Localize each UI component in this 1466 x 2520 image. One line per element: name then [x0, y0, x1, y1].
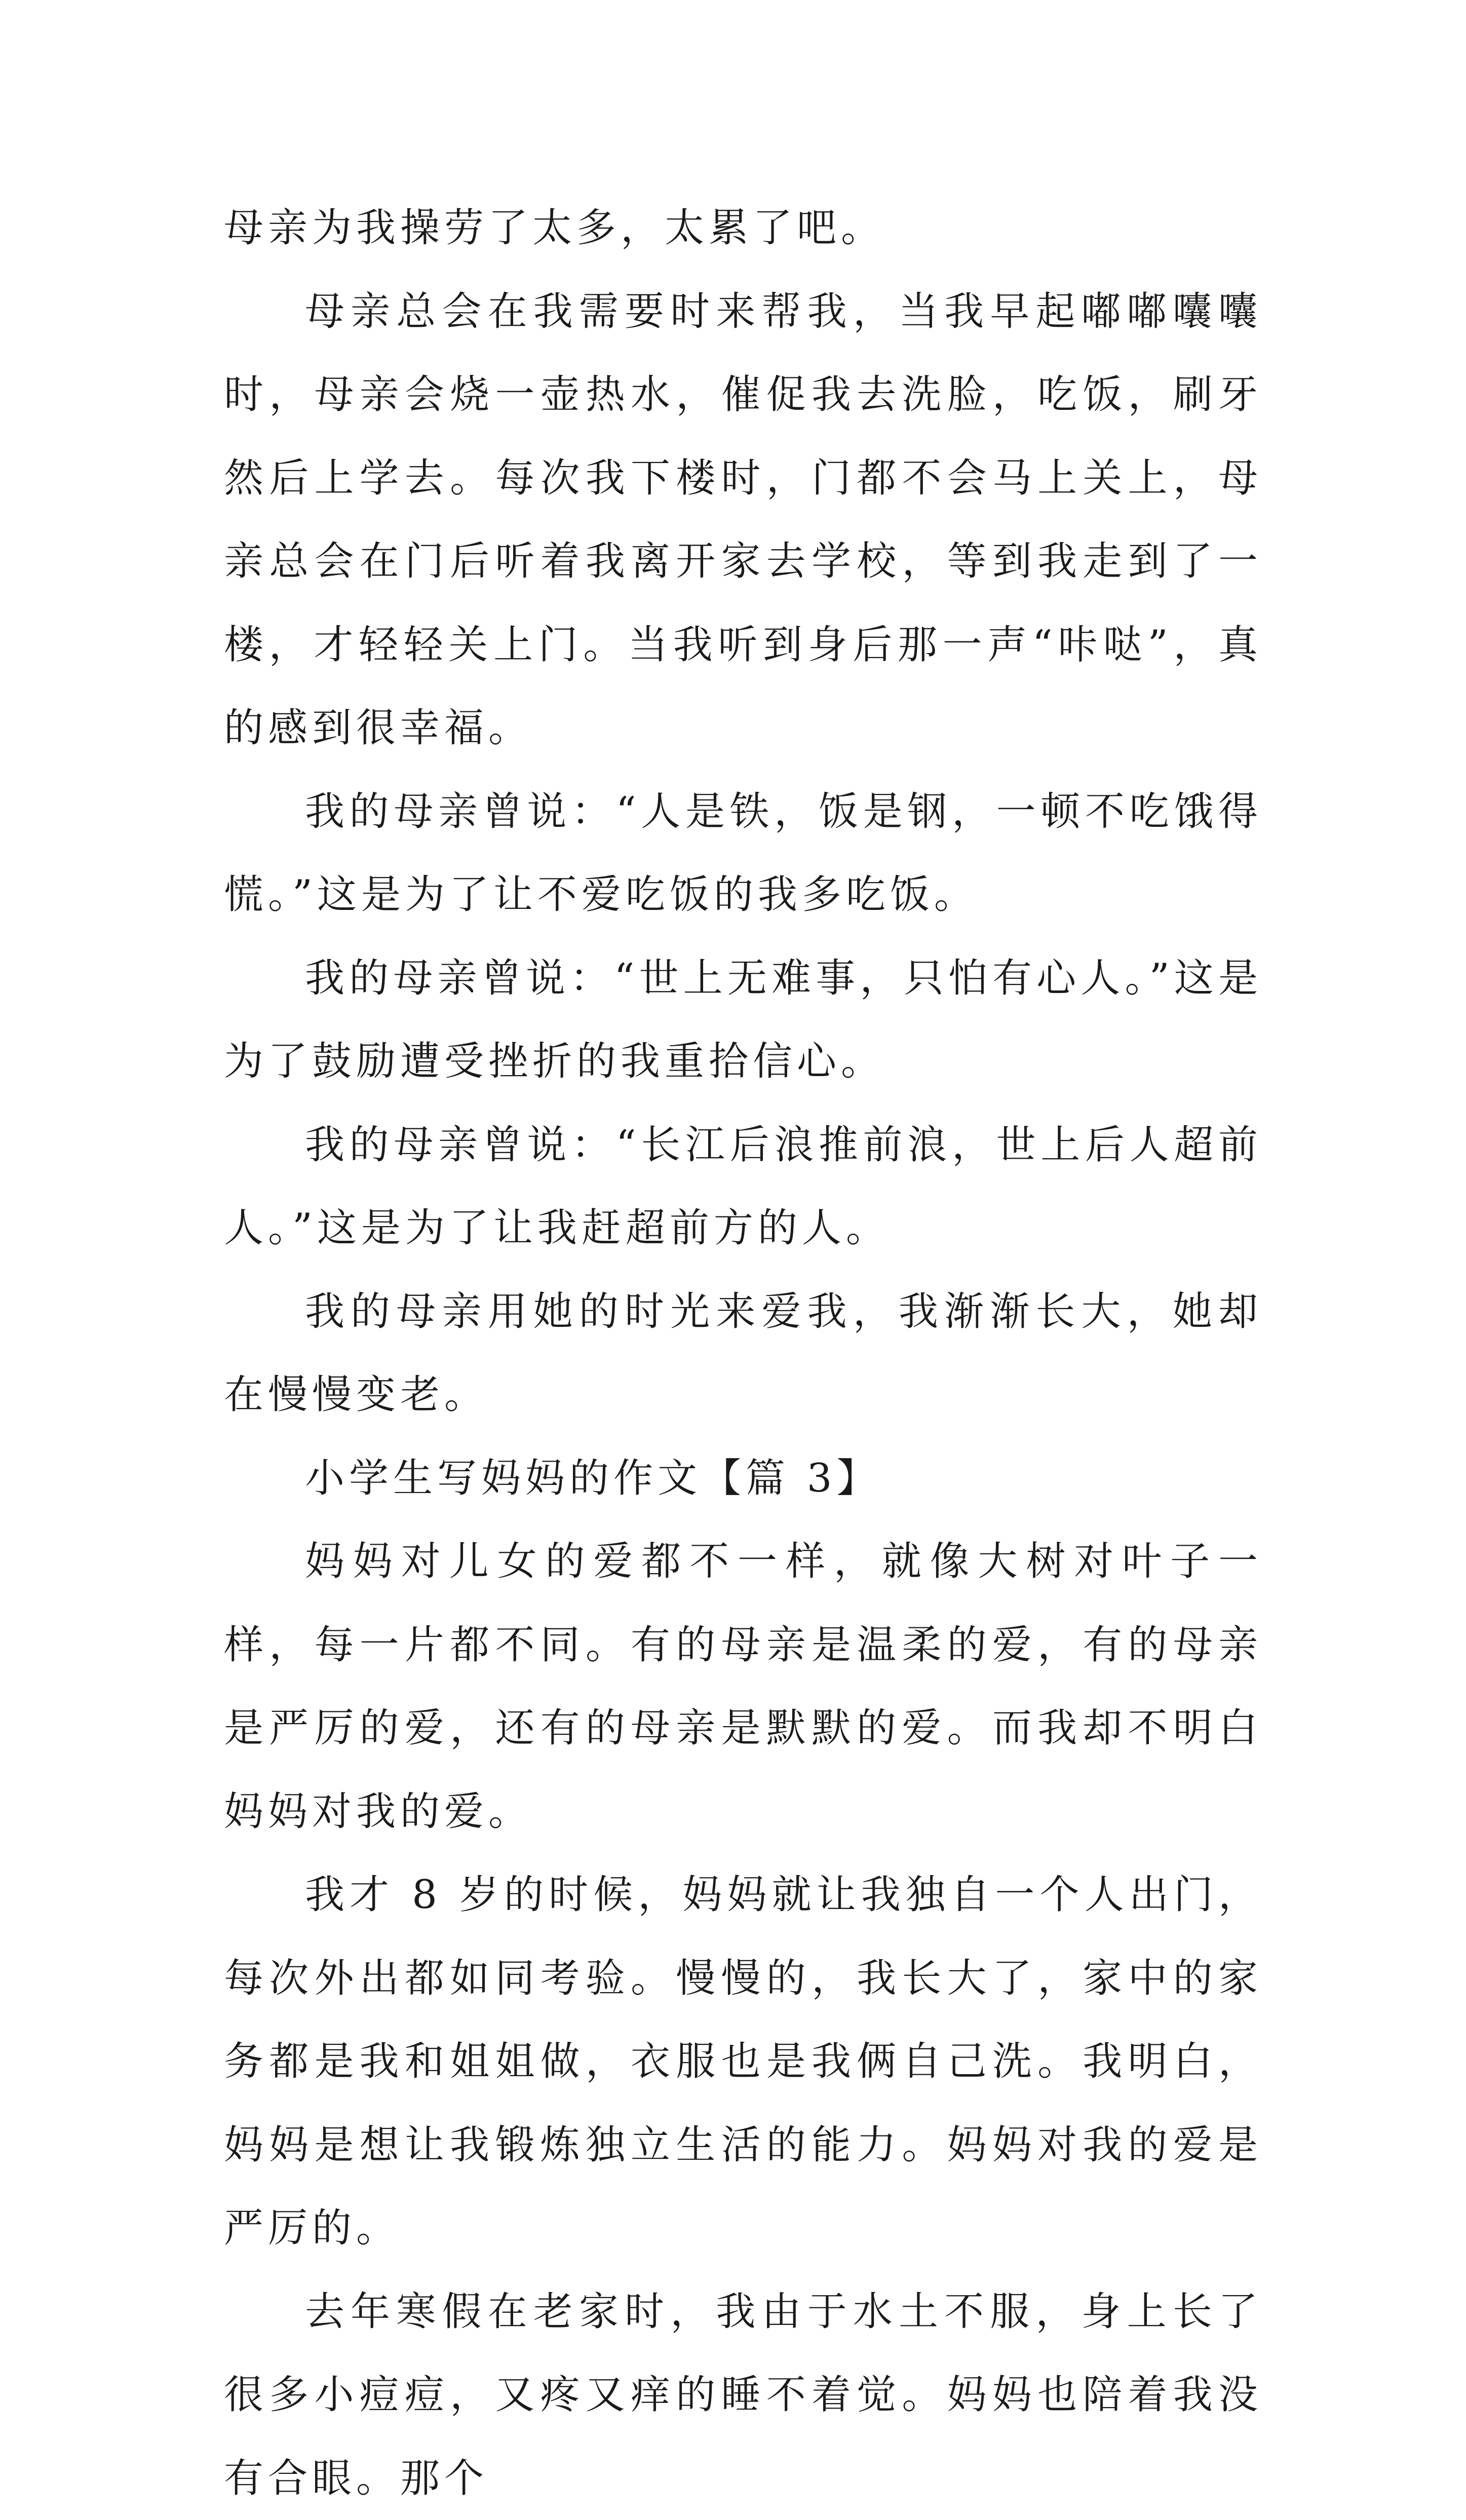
paragraph: 我的母亲曾说：“人是铁，饭是钢，一顿不吃饿得慌。”这是为了让不爱吃饭的我多吃饭。 [224, 770, 1262, 937]
paragraph: 我的母亲曾说：“世上无难事，只怕有心人。”这是为了鼓励遭受挫折的我重拾信心。 [224, 937, 1262, 1103]
paragraph: 我的母亲曾说：“长江后浪推前浪，世上后人超前人。”这是为了让我赶超前方的人。 [224, 1103, 1262, 1270]
paragraph: 妈妈对儿女的爱都不一样，就像大树对叶子一样，每一片都不同。有的母亲是温柔的爱，有的母亲是严厉的爱，还有的母亲是默默的爱。而我却不明白妈妈对我的爱。 [224, 1520, 1262, 1853]
paragraph: 母亲总会在我需要时来帮我，当我早起嘟嘟囔囔时，母亲会烧一壶热水，催促我去洗脸，吃饭，刷牙然后上学去。每次我下楼时，门都不会马上关上，母亲总会在门后听着我离开家去学校，等到我走到了一楼，才轻轻关上门。当我听到身后那一声“咔哒”，真的感到很幸福。 [224, 270, 1262, 770]
document-body [224, 186, 1262, 2520]
section-heading: 小学生写妈妈的作文【篇 3】 [224, 1437, 1262, 1520]
paragraph-continuation: 母亲为我操劳了太多，太累了吧。 [224, 186, 1262, 270]
paragraph: 我的母亲用她的时光来爱我，我渐渐长大，她却在慢慢变老。 [224, 1270, 1262, 1437]
paragraph: 去年寒假在老家时，我由于水土不服，身上长了很多小痘痘，又疼又痒的睡不着觉。妈妈也陪着我没有合眼。那个 [224, 2270, 1262, 2520]
paragraph: 我才 8 岁的时候，妈妈就让我独自一个人出门，每次外出都如同考验。慢慢的，我长大了，家中的家务都是我和姐姐做，衣服也是我俩自己洗。我明白，妈妈是想让我锻炼独立生活的能力。妈妈对我的爱是严厉的。 [224, 1853, 1262, 2270]
